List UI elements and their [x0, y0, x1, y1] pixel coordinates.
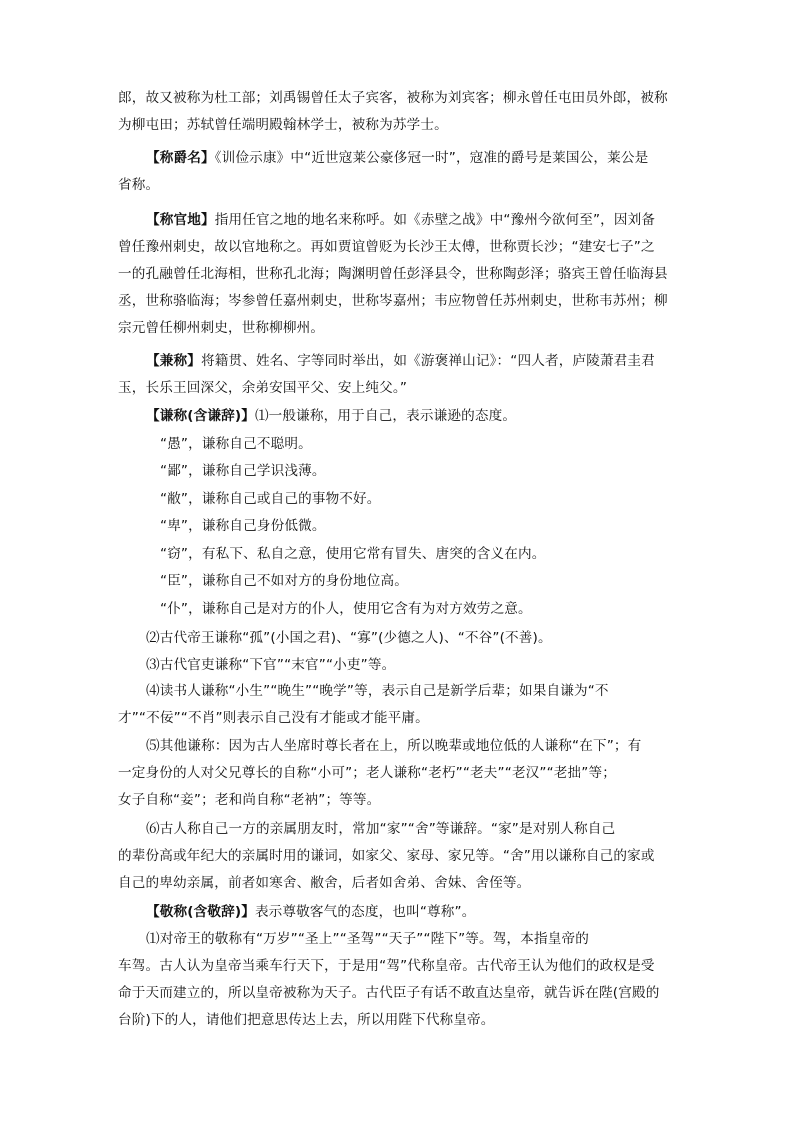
text-line: 表示尊敬客气的态度，也叫“尊称”。: [254, 904, 476, 920]
heading-combined: 【兼称】: [146, 353, 201, 369]
text-line: 玉，长乐王回深父，余弟安国平父、安上纯父。”: [118, 380, 408, 396]
text-line: 一的孔融曾任北海相，世称孔北海；陶渊明曾任彭泽县令，世称陶彭泽；骆宾王曾任临海县: [118, 266, 668, 282]
paragraph-title-humble: [146, 406, 516, 426]
text-line: 曾任豫州刺史，故以官地称之。再如贾谊曾贬为长沙王太傅，世称贾长沙；“建安七子”之: [118, 239, 655, 255]
list-item: “鄙”，谦称自己学识浅薄。: [160, 463, 326, 479]
text-line: 将籍贯、姓名、字等同时举出，如《游褒禅山记》：“四人者，庐陵萧君圭君: [200, 353, 655, 369]
text-line: 《训俭示康》中“近世寇莱公豪侈冠一时”，寇准的爵号是莱国公，莱公是: [214, 150, 649, 166]
text-line: 为柳屯田；苏轼曾任端明殿翰林学士，被称为苏学士。: [118, 117, 448, 133]
text-line: 命于天而建立的，所以皇帝被称为天子。古代臣子有话不敢直达皇帝，就告诉在陛(宫殿的: [118, 985, 660, 1001]
text-line: 宗元曾任柳州刺史，世称柳柳州。: [118, 320, 325, 336]
text-line: ⑹古人称自己一方的亲属朋友时，常加“家”“舍”等谦辞。“家”是对别人称自己: [146, 821, 616, 837]
paragraph-title-combined: [146, 351, 655, 371]
list-item: “卑”，谦称自己身份低微。: [160, 518, 326, 534]
text-line: 女子自称“妾”；老和尚自称“老衲”；等等。: [118, 792, 381, 808]
paragraph-title-rank: [146, 148, 648, 168]
text-line: ⑵古代帝王谦称“孤”(小国之君)、“寡”(少德之人)、“不谷”(不善)。: [146, 630, 552, 646]
heading-rank-name: 【称爵名】: [146, 150, 215, 166]
heading-humble: 【谦称(含谦辞)】: [146, 408, 255, 424]
text-line: ⑷读书人谦称“小生”“晚生”“晚学”等，表示自己是新学后辈；如果自谦为“不: [146, 683, 609, 699]
text-line: 自己的卑幼亲属，前者如寒舍、敝舍，后者如舍弟、舍妹、舍侄等。: [118, 875, 531, 891]
paragraph-title-office: [146, 210, 655, 230]
heading-respect: 【敬称(含敬辞)】: [146, 904, 255, 920]
text-line: 的辈份高或年纪大的亲属时用的谦词，如家父、家母、家兄等。“舍”用以谦称自己的家或: [118, 848, 655, 864]
paragraph-title-respect: [146, 902, 475, 922]
text-line: ⑶古代官吏谦称“下官”“末官”“小吏”等。: [146, 657, 396, 673]
text-line: 车驾。古人认为皇帝当乘车行天下，于是用“驾”代称皇帝。古代帝王认为他们的政权是受: [118, 958, 655, 974]
text-line: 指用任官之地的地名来称呼。如《赤壁之战》中“豫州今欲何至”，因刘备: [214, 212, 656, 228]
text-line: 郎，故又被称为杜工部；刘禹锡曾任太子宾客，被称为刘宾客；柳永曾任屯田员外郎，被称: [118, 90, 668, 106]
heading-office-place: 【称官地】: [146, 212, 215, 228]
list-item: “窃”，有私下、私自之意，使用它常有冒失、唐突的含义在内。: [160, 546, 546, 562]
text-line: 一定身份的人对父兄尊长的自称“小可”；老人谦称“老朽”“老夫”“老汉”“老拙”等；: [118, 765, 616, 781]
text-line: 台阶)下的人，请他们把意思传达上去，所以用陛下代称皇帝。: [118, 1012, 495, 1028]
text-line: ⑴一般谦称，用于自己，表示谦逊的态度。: [254, 408, 517, 424]
text-line: 丞，世称骆临海；岑参曾任嘉州刺史，世称岑嘉州；韦应物曾任苏州刺史，世称韦苏州；柳: [118, 293, 668, 309]
list-item: “臣”，谦称自己不如对方的身份地位高。: [160, 573, 409, 589]
list-item: “愚”，谦称自己不聪明。: [160, 436, 312, 452]
list-item: “仆”，谦称自己是对方的仆人，使用它含有为对方效劳之意。: [160, 601, 532, 617]
text-line: ⑸其他谦称：因为古人坐席时尊长者在上，所以晚辈或地位低的人谦称“在下”；有: [146, 738, 642, 754]
list-item: “敝”，谦称自己或自己的事物不好。: [160, 491, 381, 507]
text-line: 才”“不佞”“不肖”则表示自己没有才能或才能平庸。: [118, 710, 429, 726]
text-line: 省称。: [118, 177, 160, 193]
text-line: ⑴对帝王的敬称有“万岁”“圣上”“圣驾”“天子”“陛下”等。驾，本指皇帝的: [146, 931, 590, 947]
